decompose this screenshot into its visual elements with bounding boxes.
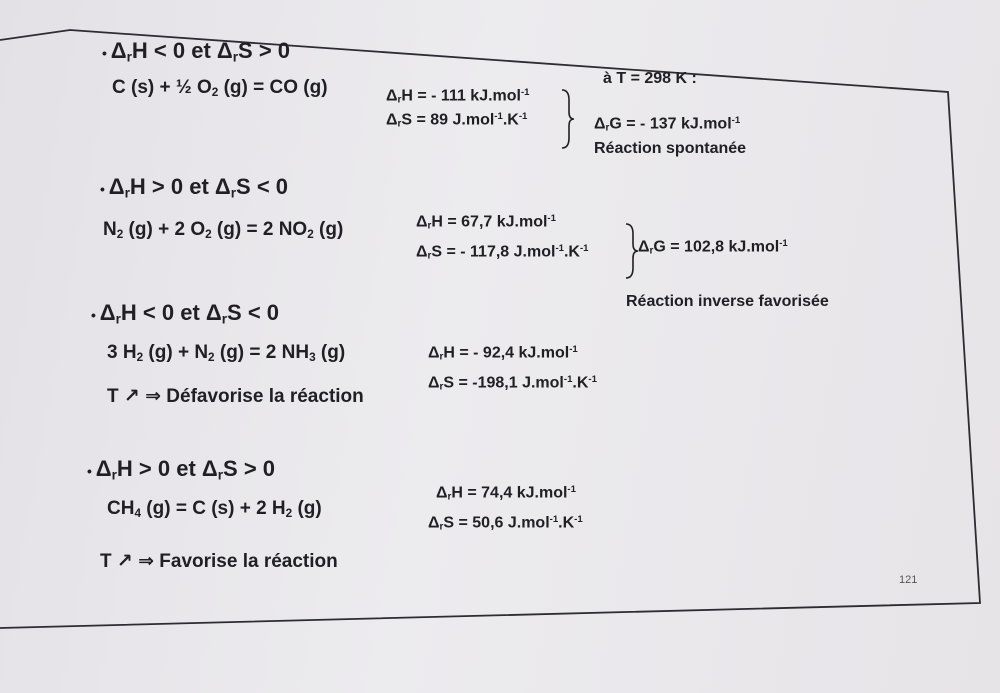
section1-entropy: $\Delta_rS = 89$ $J.mol^{-1}.K^{-1}$	[386, 111, 528, 130]
section4-entropy: $\Delta_rS = 50,6$ $J.mol^{-1}.K^{-1}$	[428, 514, 583, 533]
section3-enthalpy: $\Delta_rH$ = - 92,4 kJ.mol$^{-1}$	[428, 344, 578, 363]
section4-note: T ↗ ⇒ Favorise la réaction	[100, 551, 338, 572]
section2-heading: • $\Delta_rH > 0$ et $\Delta_rS < 0$	[100, 174, 289, 201]
bullet-icon: •	[87, 463, 96, 479]
section4-heading: • $\Delta_rH > 0$ et $\Delta_rS > 0$	[87, 456, 276, 483]
section1-brace	[560, 88, 576, 150]
section3-note: T ↗ ⇒ Défavorise la réaction	[107, 386, 364, 407]
section1-gibbs: $\Delta_rG$ = - 137 kJ.mol$^{-1}$	[594, 115, 741, 134]
section3-equation: 3 $H_2$ $(g) + N_2$ (g) = 2 $NH_3$ (g)	[107, 342, 346, 364]
bullet-icon: •	[102, 45, 111, 61]
section1-heading: • $\Delta_rH < 0$ et $\Delta_rS > 0$	[102, 38, 291, 65]
bullet-icon: •	[100, 181, 109, 197]
section2-entropy: $\Delta_rS$ = - 117,8 $J.mol^{-1}.K^{-1}$	[416, 243, 589, 262]
section1-equation: C (s) + ½ $O_2$ (g) = CO (g)	[112, 77, 328, 99]
section2-gibbs: $\Delta_rG = 102,8$ kJ.mol$^{-1}$	[638, 238, 788, 257]
section2-enthalpy: $\Delta_rH = 67,7$ kJ.mol$^{-1}$	[416, 213, 556, 232]
section3-heading: • $\Delta_rH < 0$ et $\Delta_rS < 0$	[91, 300, 280, 327]
section4-enthalpy: $\Delta_rH = 74,4$ kJ.mol$^{-1}$	[436, 484, 576, 503]
section4-equation: $CH_4$ (g) = C (s) + 2 $H_2$ (g)	[107, 498, 322, 520]
temperature-condition: à T = 298 K :	[603, 70, 697, 87]
page-number: 121	[899, 574, 918, 586]
section2-equation: $N_2$ (g) + 2 $O_2$ (g) = 2 $NO_2$ (g)	[103, 219, 344, 241]
section1-enthalpy: $\Delta_rH$ = - 111 kJ.mol$^{-1}$	[386, 87, 530, 106]
section1-note: Réaction spontanée	[594, 140, 747, 157]
bullet-icon: •	[91, 307, 100, 323]
section3-entropy: $\Delta_rS = -198,1$ $J.mol^{-1}.K^{-1}$	[428, 374, 597, 393]
section2-note: Réaction inverse favorisée	[626, 293, 829, 310]
